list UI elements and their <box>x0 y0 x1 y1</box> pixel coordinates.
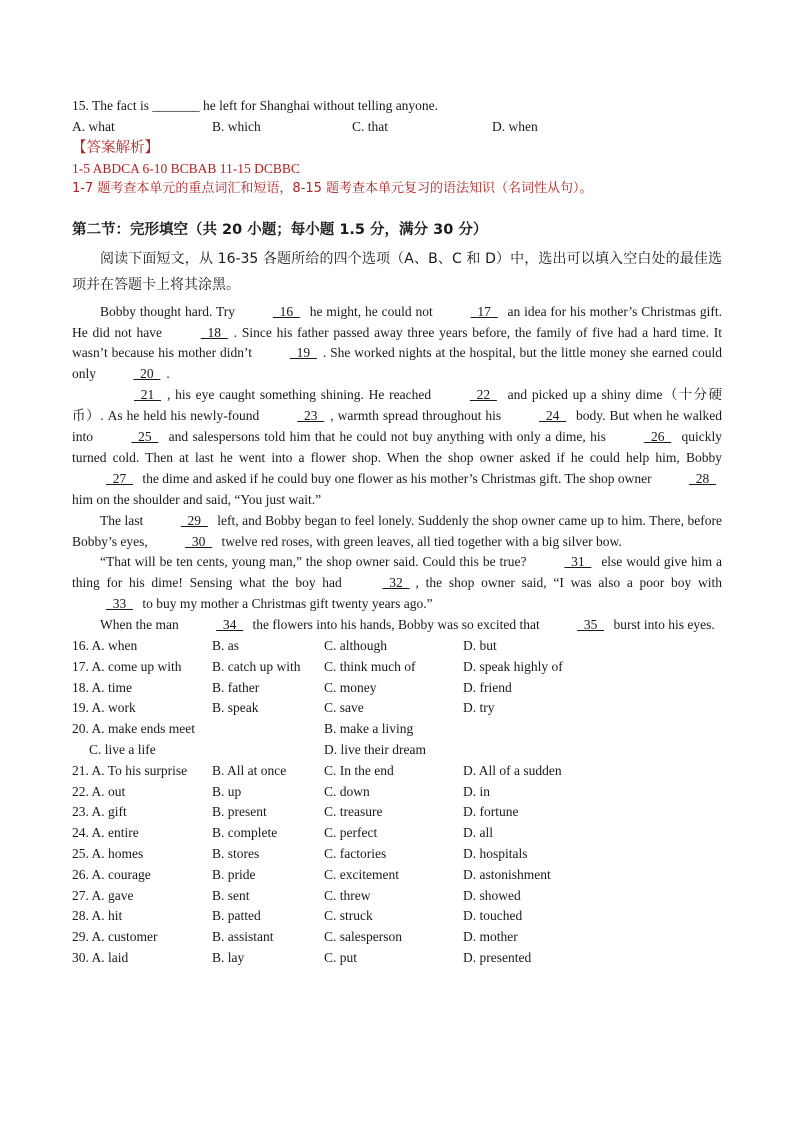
choice-option-a: 26. A. courage <box>72 866 151 882</box>
blank-35: 35 <box>577 617 605 633</box>
choice-row <box>72 782 722 803</box>
choice-row <box>72 823 722 844</box>
answer-keys: 1-5 ABDCA 6-10 BCBAB 11-15 DCBBC <box>72 160 300 176</box>
choice-row <box>72 844 722 865</box>
choice-option-d: D. fortune <box>463 804 519 820</box>
blank-17: 17 <box>470 303 498 319</box>
choice-option-d: D. showed <box>463 887 521 903</box>
choice-option-c: C. put <box>324 950 358 966</box>
choice-option-c: C. money <box>324 679 377 695</box>
choice-option-b: B. sent <box>212 887 250 903</box>
passage-paragraph-1 <box>72 302 722 386</box>
choice-option-a: 16. A. when <box>72 638 138 654</box>
choice-option-a: C. live a life <box>89 742 156 758</box>
blank-20: 20 <box>133 366 161 382</box>
blank-27: 27 <box>106 470 133 486</box>
choice-row <box>72 636 722 657</box>
choice-option-c: C. down <box>324 783 370 799</box>
choice-option-c: C. salesperson <box>324 929 402 945</box>
passage-text: to buy my mother a Christmas gift twenty years ago.” <box>139 596 433 612</box>
choice-row <box>72 802 722 823</box>
choice-option-c: B. make a living <box>324 721 414 737</box>
choice-option-c: C. think much of <box>324 658 416 674</box>
passage-paragraph-4 <box>72 552 722 615</box>
passage-text: and salespersons told him that he could not buy anything with only a dime, his <box>164 429 611 445</box>
choice-option-b: B. catch up with <box>212 658 301 674</box>
passage-text: . Since his father passed away three years before, the family of five had a hard time. It wasn’t because his mother didn’t <box>72 324 722 361</box>
choice-option-b: B. speak <box>212 700 259 716</box>
choice-option-c: C. although <box>324 638 387 654</box>
passage-text: “That will be ten cents, young man,” the shop owner said. Could this be true? <box>100 554 531 570</box>
blank-34: 34 <box>216 617 244 633</box>
choice-option-b: B. pride <box>212 866 256 882</box>
choice-option-d: D. touched <box>463 908 523 924</box>
choice-option-d: D. mother <box>463 929 518 945</box>
choice-row <box>72 948 722 969</box>
choice-option-d: D. hospitals <box>463 846 528 862</box>
choice-option-c: C. treasure <box>324 804 383 820</box>
choice-option-b: B. assistant <box>212 929 274 945</box>
cloze-passage <box>72 302 722 637</box>
choice-option-c: C. In the end <box>324 762 394 778</box>
passage-text: . She worked nights at the hospital, but the little money she earned could only <box>72 345 722 382</box>
choice-option-b: B. present <box>212 804 267 820</box>
choice-option-a: 19. A. work <box>72 700 136 716</box>
q15-option-b: B. which <box>212 118 261 134</box>
choice-option-a: 17. A. come up with <box>72 658 182 674</box>
section-instruction: 阅读下面短文，从 16-35 各题所给的四个选项（A、B、C 和 D）中，选出可以填入空白处的最佳选项并在答题卡上将其涂黑。 <box>72 250 722 293</box>
choice-option-a: 29. A. customer <box>72 929 158 945</box>
document-page <box>72 96 722 969</box>
blank-25: 25 <box>131 429 159 445</box>
choice-row <box>72 886 722 907</box>
answer-choices <box>72 636 722 969</box>
choice-option-d: D. All of a sudden <box>463 762 562 778</box>
blank-16: 16 <box>272 303 300 319</box>
choice-option-a: 28. A. hit <box>72 908 123 924</box>
q15-option-c: C. that <box>352 118 388 134</box>
passage-text: Bobby thought hard. Try <box>100 303 239 319</box>
choice-option-c: D. live their dream <box>324 742 426 758</box>
blank-29: 29 <box>180 512 208 528</box>
choice-row <box>72 865 722 886</box>
blank-33: 33 <box>106 596 133 612</box>
choice-option-a: 21. A. To his surprise <box>72 762 188 778</box>
passage-text: and picked up a shiny dime（十分硬币）. As he held his newly-found <box>72 387 723 424</box>
choice-option-d: D. all <box>463 825 493 841</box>
choice-option-b: B. father <box>212 679 260 695</box>
passage-text: , warmth spread throughout his <box>330 408 506 424</box>
passage-text: body. But when he walked into <box>72 408 722 445</box>
choice-option-b: B. complete <box>212 825 278 841</box>
choice-option-c: C. struck <box>324 908 373 924</box>
passage-paragraph-2 <box>72 385 722 510</box>
choice-row <box>72 719 722 740</box>
blank-24: 24 <box>539 408 567 424</box>
blank-18: 18 <box>200 324 228 340</box>
passage-paragraph-3 <box>72 511 722 553</box>
blank-31: 31 <box>564 554 592 570</box>
choice-row <box>72 761 722 782</box>
question-15-options <box>72 117 722 138</box>
passage-text: , the shop owner said, “I was also a poor boy with <box>415 575 722 591</box>
choice-option-d: D. friend <box>463 679 512 695</box>
choice-row <box>72 740 722 761</box>
blank-26: 26 <box>644 429 672 445</box>
passage-text: left, and Bobby began to feel lonely. Suddenly the shop owner came up to him. There, before Bobby’s eyes, <box>72 512 722 549</box>
choice-option-a: 20. A. make ends meet <box>72 721 195 737</box>
choice-option-c: C. threw <box>324 887 371 903</box>
passage-text: the dime and asked if he could buy one flower as his mother’s Christmas gift. The shop owner <box>139 470 655 486</box>
choice-option-d: D. speak highly of <box>463 658 563 674</box>
choice-row <box>72 698 722 719</box>
choice-option-c: C. perfect <box>324 825 378 841</box>
choice-option-b: B. patted <box>212 908 261 924</box>
passage-text: quickly turned cold. Then at last he went into a flower shop. When the shop owner asked if he could help him, Bobby <box>72 429 722 465</box>
choice-option-b: B. stores <box>212 846 260 862</box>
passage-text: him on the shoulder and said, “You just wait.” <box>72 491 322 507</box>
choice-option-c: C. factories <box>324 846 387 862</box>
choice-row <box>72 906 722 927</box>
passage-text: an idea for his mother’s Christmas gift. He did not have <box>72 303 722 340</box>
choice-option-a: 24. A. entire <box>72 825 139 841</box>
answer-note: 1-7 题考查本单元的重点词汇和短语，8-15 题考查本单元复习的语法知识（名词性从句）。 <box>72 180 593 196</box>
blank-22: 22 <box>469 387 497 403</box>
blank-28: 28 <box>689 470 716 486</box>
passage-text: The last <box>100 512 147 528</box>
section-title: 第二节：完形填空（共 20 小题；每小题 1.5 分，满分 30 分） <box>72 221 488 238</box>
passage-text: When the man <box>100 617 183 633</box>
choice-option-d: D. try <box>463 700 495 716</box>
choice-option-d: D. but <box>463 638 497 654</box>
passage-text: he might, he could not <box>305 303 437 319</box>
choice-option-a: 27. A. gave <box>72 887 134 903</box>
choice-option-d: D. astonishment <box>463 866 551 882</box>
passage-text: burst into his eyes. <box>610 617 715 633</box>
blank-32: 32 <box>382 575 410 591</box>
passage-text: . <box>166 366 170 382</box>
choice-option-a: 30. A. laid <box>72 950 129 966</box>
choice-option-d: D. in <box>463 783 490 799</box>
passage-text: the flowers into his hands, Bobby was so excited that <box>249 617 544 633</box>
q15-option-d: D. when <box>492 118 538 134</box>
answer-header: 【答案解析】 <box>72 139 159 156</box>
blank-19: 19 <box>289 345 317 361</box>
choice-option-a: 22. A. out <box>72 783 126 799</box>
choice-option-c: C. excitement <box>324 866 399 882</box>
choice-option-b: B. as <box>212 638 239 654</box>
choice-option-b: B. lay <box>212 950 245 966</box>
blank-23: 23 <box>297 408 325 424</box>
choice-row <box>72 927 722 948</box>
question-15-stem: 15. The fact is _______ he left for Shanghai without telling anyone. <box>72 98 439 113</box>
blank-21: 21 <box>134 387 161 403</box>
passage-paragraph-5 <box>72 615 722 636</box>
choice-option-a: 18. A. time <box>72 679 132 695</box>
choice-option-b: B. up <box>212 783 242 799</box>
passage-text: twelve red roses, with green leaves, all tied together with a big silver bow. <box>218 533 622 549</box>
q15-option-a: A. what <box>72 118 115 134</box>
choice-option-d: D. presented <box>463 950 532 966</box>
choice-option-a: 25. A. homes <box>72 846 144 862</box>
passage-text: , his eye caught something shining. He reached <box>167 387 436 403</box>
blank-30: 30 <box>185 533 213 549</box>
passage-text: else would give him a thing for his dime! Sensing what the boy had <box>72 554 722 591</box>
choice-row <box>72 657 722 678</box>
choice-row <box>72 678 722 699</box>
choice-option-b: B. All at once <box>212 762 287 778</box>
choice-option-c: C. save <box>324 700 364 716</box>
choice-option-a: 23. A. gift <box>72 804 127 820</box>
